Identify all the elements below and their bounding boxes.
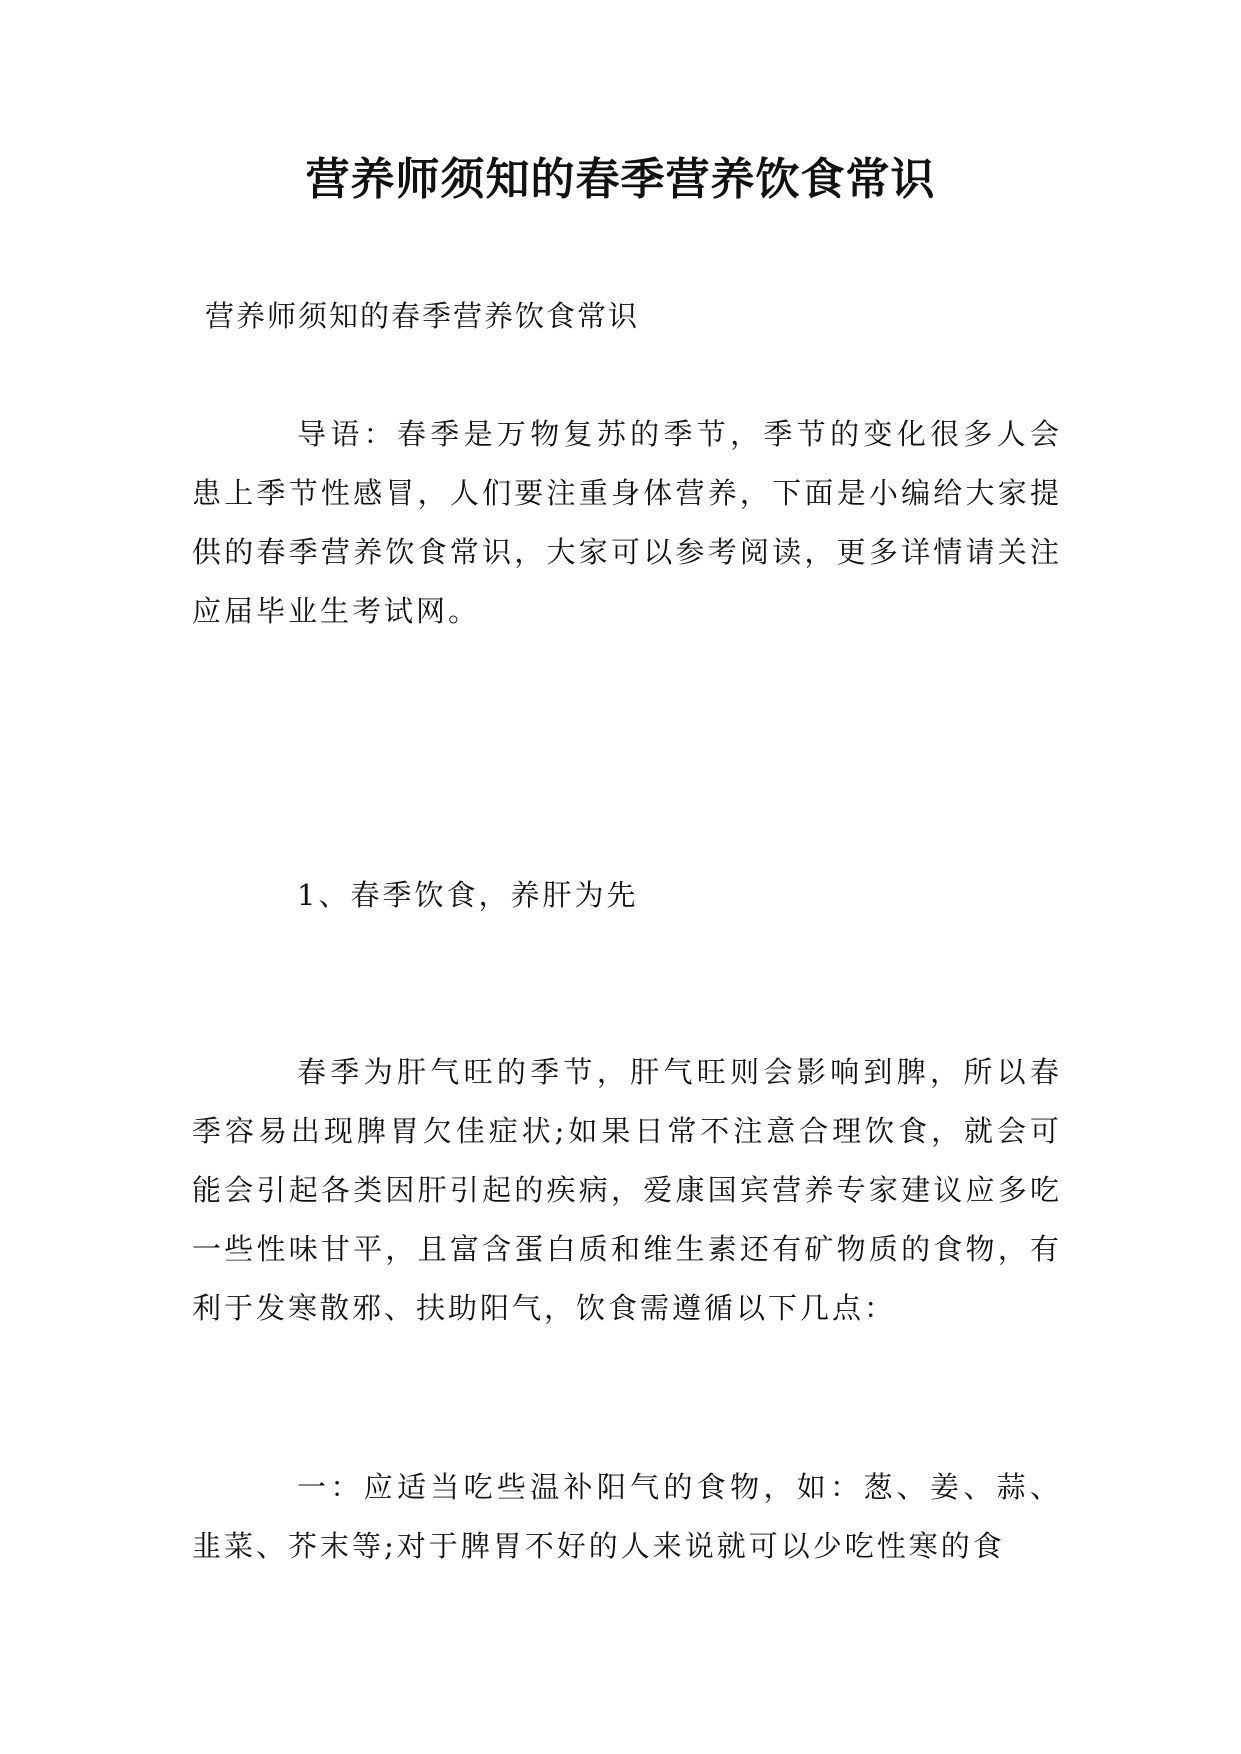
- intro-paragraph: 导语：春季是万物复苏的季节，季节的变化很多人会患上季节性感冒，人们要注重身体营养，下面是小编给大家提供的春季营养饮食常识，大家可以参考阅读，更多详情请关注应届毕业生考试网。: [192, 417, 1062, 628]
- section-heading: 1、春季饮食，养肝为先: [297, 878, 639, 912]
- document-subtitle: 营养师须知的春季营养饮食常识: [205, 299, 640, 333]
- document-title: 营养师须知的春季营养饮食常识: [305, 154, 936, 205]
- body-paragraph: 春季为肝气旺的季节，肝气旺则会影响到脾，所以春季容易出现脾胃欠佳症状;如果日常不注意合理饮食，就会可能会引起各类因肝引起的疾病，爱康国宾营养专家建议应多吃一些性味甘平，且富含蛋白质和维生素还有矿物质的食物，有利于发寒散邪、扶助阳气，饮食需遵循以下几点：: [192, 1055, 1062, 1325]
- list-item-paragraph: 一：应适当吃些温补阳气的食物，如：葱、姜、蒜、韭菜、芥末等;对于脾胃不好的人来说就可以少吃性寒的食: [192, 1470, 1062, 1563]
